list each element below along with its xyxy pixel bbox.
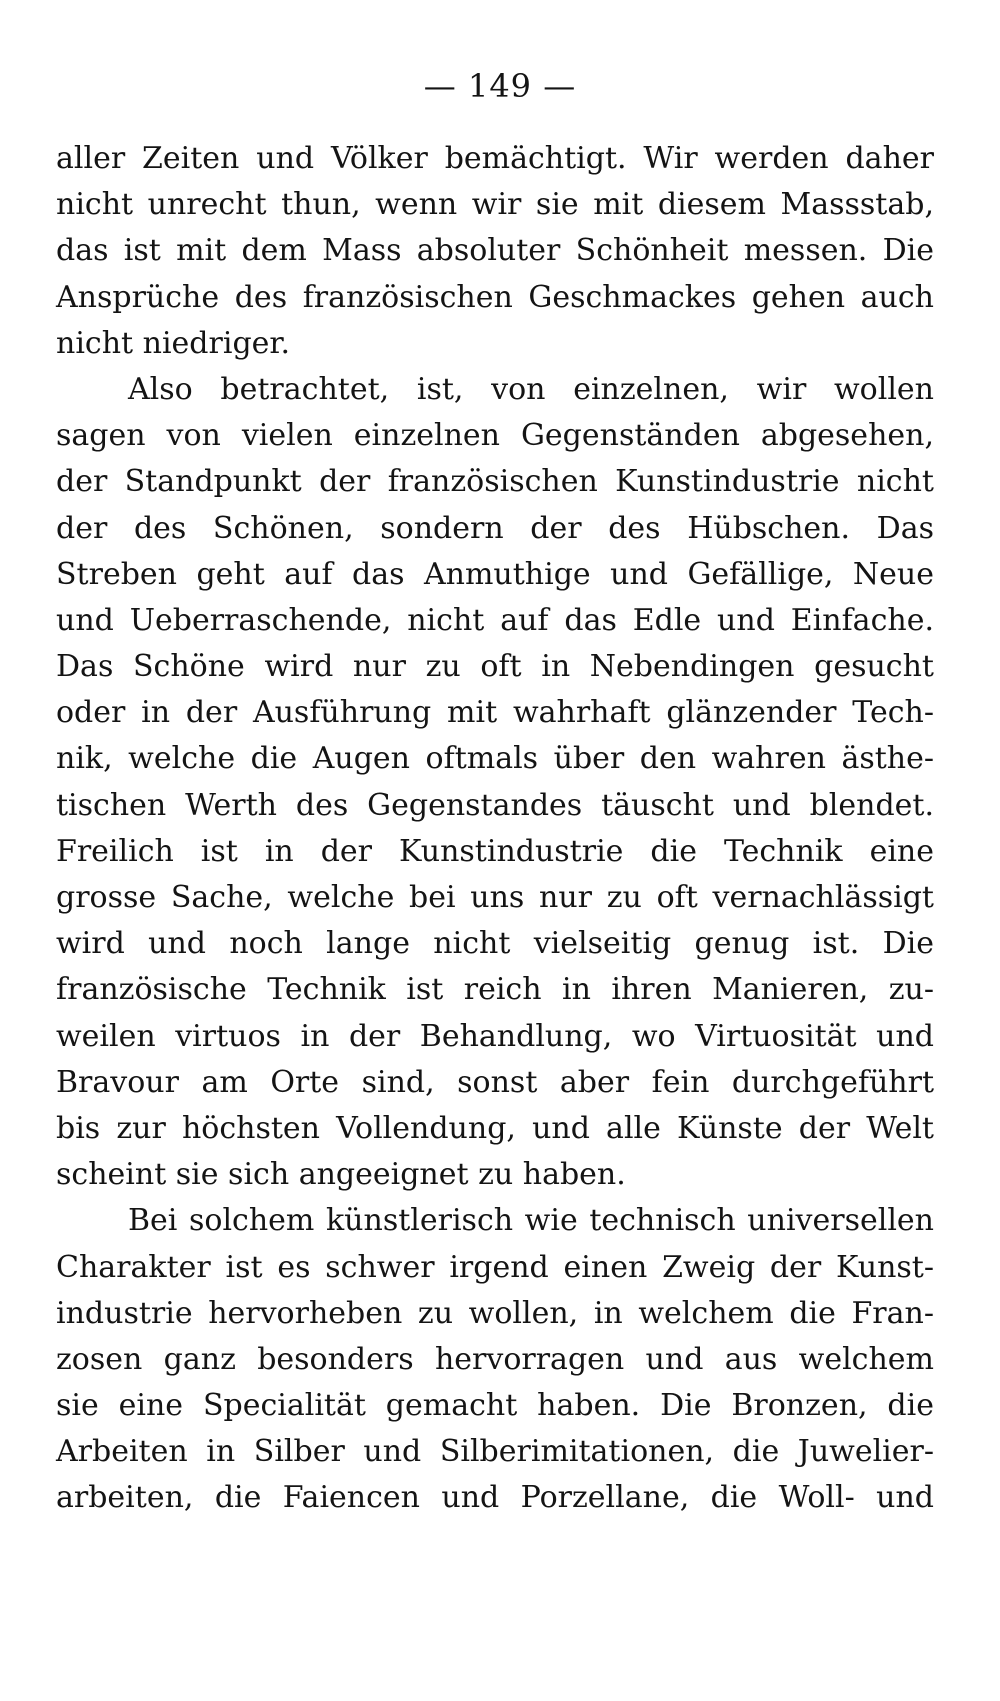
text-line: weilen virtuos in der Behandlung, wo Virtuosität und [56, 1018, 934, 1054]
text-line: sie eine Specialität gemacht haben. Die Bronzen, die [56, 1388, 934, 1424]
text-line: und Ueberraschende, nicht auf das Edle und Einfache. [56, 602, 934, 638]
text-line: industrie hervorheben zu wollen, in welchem die Fran- [56, 1295, 934, 1331]
text-line: bis zur höchsten Vollendung, und alle Künste der Welt [56, 1110, 934, 1146]
page-number: — 149 — [423, 67, 577, 105]
text-line: Streben geht auf das Anmuthige und Gefällige, Neue [56, 556, 934, 592]
text-line: Freilich ist in der Kunstindustrie die Technik eine [56, 833, 934, 869]
text-line: aller Zeiten und Völker bemächtigt. Wir werden daher [56, 141, 934, 176]
text-line: französische Technik ist reich in ihren Manieren, zu- [56, 972, 934, 1008]
text-line: Arbeiten in Silber und Silberimitationen, die Juwelier- [56, 1434, 934, 1470]
text-line: Bravour am Orte sind, sonst aber fein durchgeführt [56, 1064, 934, 1100]
text-line: der Standpunkt der französischen Kunstindustrie nicht [56, 464, 934, 500]
text-line: grosse Sache, welche bei uns nur zu oft vernachlässigt [56, 880, 934, 915]
text-line: der des Schönen, sondern der des Hübschen. Das [56, 510, 934, 546]
text-line: zosen ganz besonders hervorragen und aus welchem [56, 1341, 934, 1377]
text-line: tischen Werth des Gegenstandes täuscht und blendet. [56, 787, 934, 823]
text-line: nicht niedriger. [56, 325, 290, 361]
text-line: das ist mit dem Mass absoluter Schönheit messen. Die [56, 233, 934, 269]
text-line: Ansprüche des französischen Geschmackes gehen auch [56, 279, 934, 315]
text-line: nicht unrecht thun, wenn wir sie mit diesem Massstab, [56, 187, 934, 223]
text-line: sagen von vielen einzelnen Gegenständen abgesehen, [56, 418, 934, 454]
paragraph-first-line: Also betrachtet, ist, von einzelnen, wir wollen [128, 371, 934, 407]
text-line: arbeiten, die Faiencen und Porzellane, die Woll- und [56, 1480, 934, 1516]
paragraph-first-line: Bei solchem künstlerisch wie technisch universellen [128, 1203, 934, 1239]
body-text [56, 136, 934, 1522]
text-line: wird und noch lange nicht vielseitig genug ist. Die [56, 926, 934, 962]
text-line: Charakter ist es schwer irgend einen Zweig der Kunst- [56, 1249, 934, 1285]
text-line: nik, welche die Augen oftmals über den wahren ästhe- [56, 741, 934, 777]
text-line: scheint sie sich angeeignet zu haben. [56, 1157, 626, 1193]
text-line: Das Schöne wird nur zu oft in Nebendingen gesucht [56, 649, 934, 685]
text-line: oder in der Ausführung mit wahrhaft glänzender Tech- [56, 695, 934, 731]
